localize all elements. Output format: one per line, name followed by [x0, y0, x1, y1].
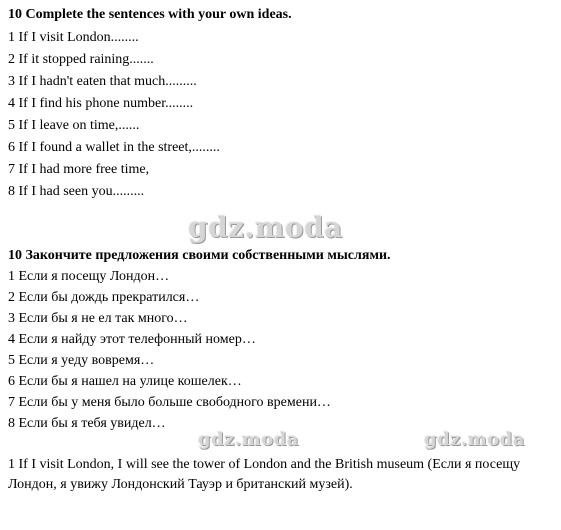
- sentence-ru-3: 3 Если бы я не ел так много…: [8, 311, 188, 326]
- sentence-ru-6: 6 Если бы я нашел на улице кошелек…: [8, 374, 242, 389]
- answer-text: 1 If I visit London, I will see the tower of London and the British museum (Если я посещу Лондон, я увижу Лондонский Тауэр и британский музей).: [8, 457, 521, 492]
- sentence-en-1: 1 If I visit London........: [8, 30, 139, 45]
- sentence-en-4: 4 If I find his phone number........: [8, 96, 194, 111]
- sentence-en-8: 8 If I had seen you.........: [8, 184, 145, 199]
- sentence-ru-7: 7 Если бы у меня было больше свободного времени…: [8, 395, 331, 410]
- sentence-ru-1: 1 Если я посещу Лондон…: [8, 269, 170, 284]
- sentence-en-2: 2 If it stopped raining.......: [8, 52, 154, 67]
- watermark-logo: gdz.moda: [188, 211, 343, 244]
- sentence-en-7: 7 If I had more free time,: [8, 162, 150, 177]
- watermark-logo: gdz.moda: [424, 429, 525, 450]
- sentence-en-6: 6 If I found a wallet in the street,........: [8, 140, 220, 155]
- watermark-logo: gdz.moda: [198, 429, 299, 450]
- sentence-ru-2: 2 Если бы дождь прекратился…: [8, 290, 200, 305]
- exercise-heading-ru: 10 Закончите предложения своими собственными мыслями.: [8, 248, 391, 263]
- sentence-ru-5: 5 Если я уеду вовремя…: [8, 353, 155, 368]
- exercise-heading-en: 10 Complete the sentences with your own ideas.: [8, 7, 292, 22]
- sentence-ru-4: 4 Если я найду этот телефонный номер…: [8, 332, 256, 347]
- sentence-ru-8: 8 Если бы я тебя увидел…: [8, 416, 166, 431]
- sentence-en-5: 5 If I leave on time,......: [8, 118, 140, 133]
- sentence-en-3: 3 If I hadn't eaten that much.........: [8, 74, 197, 89]
